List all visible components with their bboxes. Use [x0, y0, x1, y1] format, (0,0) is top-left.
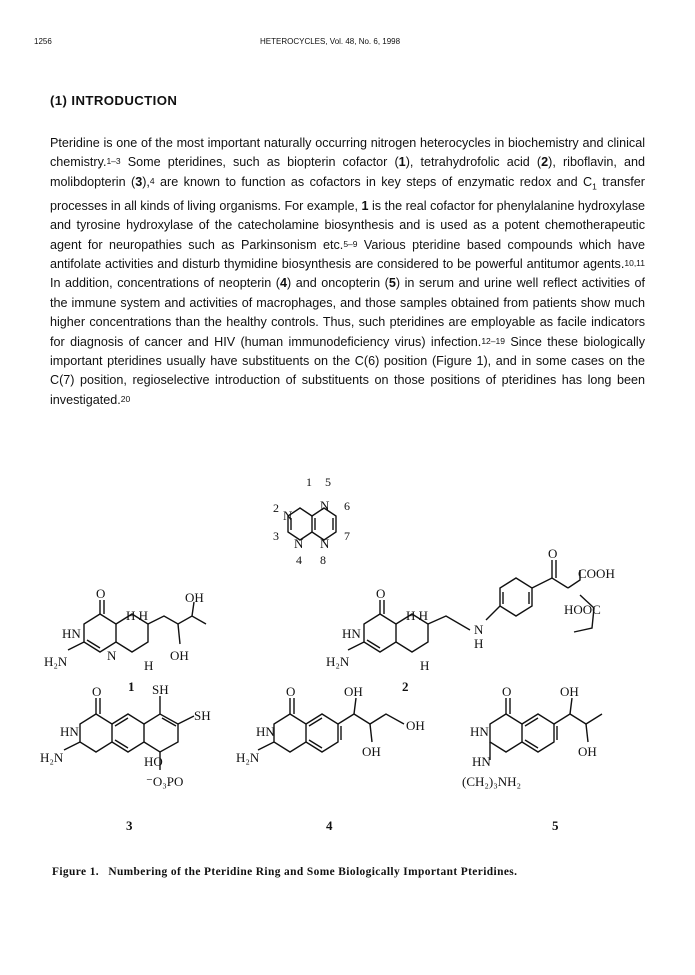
- ring-number: 8: [320, 553, 326, 567]
- compound-label: 3: [126, 818, 133, 833]
- atom-label: HN: [342, 626, 361, 641]
- structure-labels: [40, 475, 615, 833]
- compound-label: 4: [326, 818, 333, 833]
- atom-label: ⁻O₃PO: [146, 774, 184, 789]
- text-segment: Since these biologically important pteridines usually have substituents on the C(6) position (Figure 1), and in some cases on the C(7) position, regioselective introduction of substituents on those positions of pteridines has long been investigated.: [50, 334, 646, 407]
- compound-ref: 3: [135, 174, 143, 189]
- atom-label: H₂N: [40, 750, 64, 765]
- ring-number: 3: [273, 529, 279, 543]
- atom-label: H₂N: [326, 654, 350, 669]
- atom-label: H H: [406, 608, 429, 623]
- page-number: 1256: [34, 37, 52, 46]
- reference-superscript: 1–3: [106, 156, 121, 167]
- figure-caption: [52, 866, 523, 878]
- reference-superscript: 4: [149, 175, 155, 186]
- subscript: 1: [592, 181, 597, 192]
- ring-number: 6: [344, 499, 350, 513]
- text-segment: ), riboflavin, and molibdopterin (: [50, 155, 645, 189]
- compound-ref: 1: [398, 155, 406, 170]
- text-segment: Various pteridine based compounds which have antifolate activities and disturb thymidine biosynthesis are considered to be powerful antitumor agents.: [50, 237, 645, 271]
- atom-label: H₂N: [236, 750, 260, 765]
- text-segment: ), tetrahydrofolic acid (: [405, 155, 542, 170]
- compound-ref: 4: [279, 276, 287, 291]
- ring-number: 1: [306, 475, 312, 489]
- compound-ref: 1: [361, 198, 369, 213]
- compound-label: 2: [402, 679, 409, 694]
- ring-number: 5: [325, 475, 331, 489]
- compound-ref: 5: [388, 276, 396, 291]
- atom-label: N: [107, 648, 117, 663]
- ring-atom: N: [320, 536, 330, 551]
- figure-structures: [0, 470, 695, 880]
- text-segment: In addition, concentrations of neopterin (: [50, 276, 280, 291]
- atom-label: O: [548, 546, 558, 561]
- compound-2-bonds: [348, 560, 594, 652]
- structure-bonds: [64, 508, 602, 770]
- ring-atom: N: [320, 498, 330, 513]
- text-segment: Some pteridines, such as biopterin cofactor (: [120, 155, 399, 170]
- atom-label: HN: [472, 754, 491, 769]
- ring-number: 2: [273, 501, 279, 515]
- compound-3-bonds: [64, 696, 194, 770]
- text-segment: ) in serum and urine well reflect activities of the immune system and activities of macrophages, and those samples obtained from patients show much higher concentrations than the healthy controls. Thus, such pteridines are employable as facile indicators for diagnosis of cancer and HIV (human immunodeficiency virus) infection.: [50, 276, 646, 349]
- compound-label: 5: [552, 818, 559, 833]
- reference-superscript: 20: [120, 393, 131, 404]
- atom-label: H: [474, 636, 484, 651]
- intro-paragraph: [50, 134, 645, 410]
- atom-label: SH: [152, 682, 169, 697]
- atom-label: (CH₂)₃NH₂: [462, 774, 522, 789]
- atom-label: O: [376, 586, 386, 601]
- figure-caption-text: Numbering of the Pteridine Ring and Some Biologically Important Pteridines.: [108, 866, 518, 878]
- atom-label: HN: [256, 724, 275, 739]
- compound-ref: 2: [541, 155, 549, 170]
- atom-label: SH: [194, 708, 211, 723]
- text-segment: are known to function as cofactors in key steps of enzymatic redox and C: [154, 174, 593, 189]
- atom-label: OH: [170, 648, 189, 663]
- atom-label: O: [96, 586, 106, 601]
- figure-label: Figure 1.: [52, 866, 100, 878]
- atom-label: OH: [560, 684, 579, 699]
- text-segment: transfer processes in all kinds of living organisms. For example,: [50, 174, 645, 213]
- atom-label: O: [92, 684, 102, 699]
- atom-label: OH: [185, 590, 204, 605]
- ring-atom: N: [294, 536, 304, 551]
- reference-superscript: 10,11: [624, 257, 645, 268]
- atom-label: H₂N: [44, 654, 68, 669]
- atom-label: OH: [578, 744, 597, 759]
- atom-label: HO: [144, 754, 163, 769]
- atom-label: HN: [60, 724, 79, 739]
- body-text: [50, 134, 645, 410]
- text-segment: Pteridine is one of the most important naturally occurring nitrogen heterocycles in biochemistry and clinical chemistry.: [50, 136, 645, 170]
- reference-superscript: 5–9: [343, 238, 358, 249]
- reference-superscript: 12–19: [481, 335, 505, 346]
- atom-label: H H: [126, 608, 149, 623]
- text-segment: is the real cofactor for phenylalanine hydroxylase and tyrosine hydroxylase of the catecholamine biosynthesis and is used as a potent chemotherapeutic agent for neuropathies such as Parkinsonism etc.: [50, 198, 646, 252]
- atom-label: N: [474, 622, 484, 637]
- atom-label: O: [502, 684, 512, 699]
- atom-label: OH: [344, 684, 363, 699]
- text-segment: ) and oncopterin (: [286, 276, 389, 291]
- atom-label: O: [286, 684, 296, 699]
- text-segment: ),: [142, 174, 150, 189]
- section-title: (1) INTRODUCTION: [50, 93, 178, 108]
- running-head: HETEROCYCLES, Vol. 48, No. 6, 1998: [260, 37, 401, 46]
- atom-label: HN: [470, 724, 489, 739]
- compound-4-bonds: [258, 698, 404, 752]
- atom-label: HN: [62, 626, 81, 641]
- atom-label: H: [420, 658, 430, 673]
- ring-number: 4: [296, 553, 302, 567]
- atom-label: OH: [362, 744, 381, 759]
- ring-atom: N: [283, 508, 293, 523]
- atom-label: H: [144, 658, 154, 673]
- atom-label: OH: [406, 718, 425, 733]
- compound-label: 1: [128, 679, 135, 694]
- atom-label: COOH: [578, 566, 615, 581]
- atom-label: HOOC: [564, 602, 601, 617]
- ring-number: 7: [344, 529, 350, 543]
